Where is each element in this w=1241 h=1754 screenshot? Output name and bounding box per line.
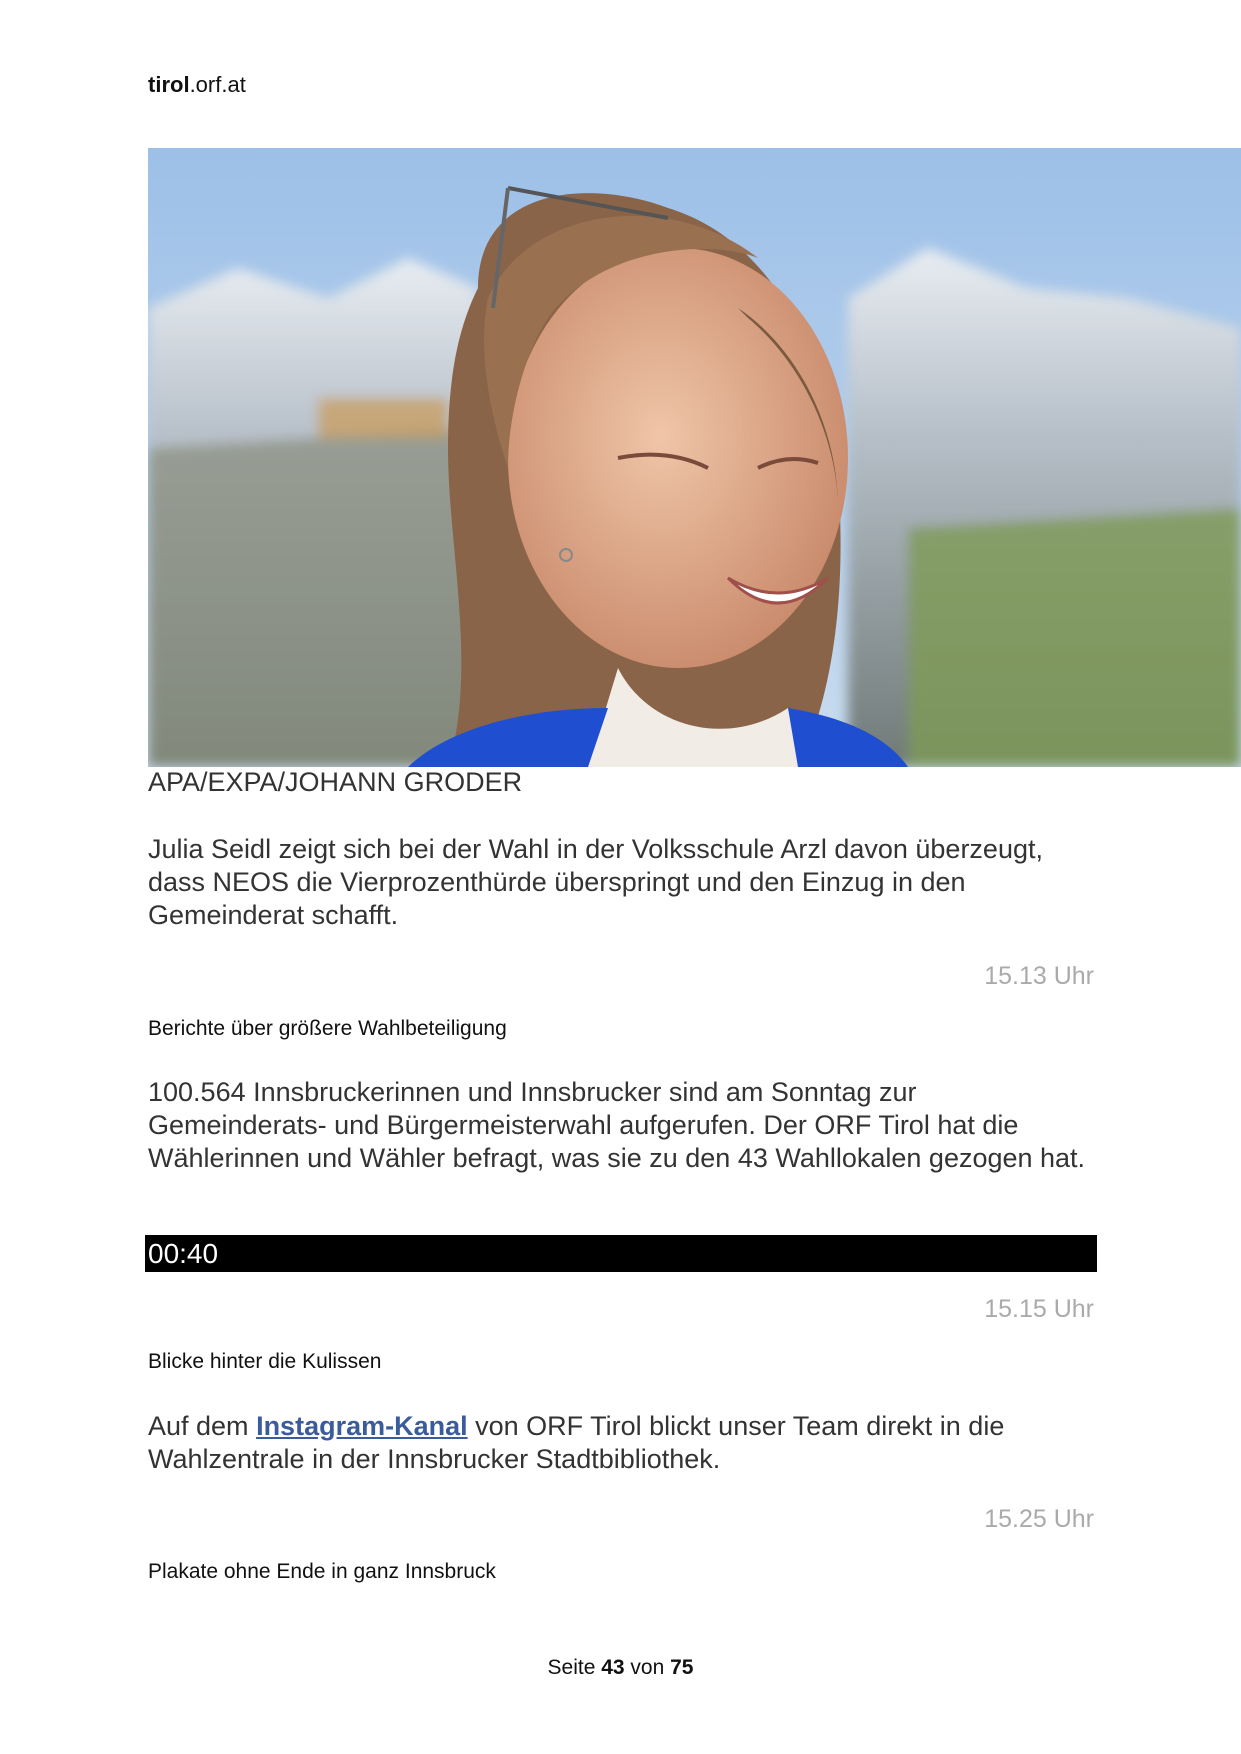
- entry-paragraph: 100.564 Innsbruckerinnen und Innsbrucker sind am Sonntag zur Gemeinderats- und Bürgermeisterwahl aufgerufen. Der ORF Tirol hat die Wählerinnen und Wähler befragt, was sie zu den 43 Wahllokalen gezogen hat.: [148, 1077, 1086, 1173]
- page-middle: von: [624, 1656, 671, 1679]
- video-duration: 00:40: [148, 1238, 219, 1269]
- site-name-rest: .orf.at: [189, 72, 246, 97]
- entry-heading: Plakate ohne Ende in ganz Innsbruck: [148, 1560, 496, 1583]
- paragraph-text: von ORF Tirol blickt unser Team direkt in die Wahlzentrale in der Innsbrucker Stadtbibliothek.: [148, 1411, 1005, 1474]
- timestamp: 15.13 Uhr: [984, 962, 1094, 990]
- timestamp: 15.25 Uhr: [984, 1505, 1094, 1533]
- photo-credit: APA/EXPA/JOHANN GRODER: [148, 767, 523, 797]
- site-name-bold: tirol: [148, 72, 190, 97]
- page-prefix: Seite: [547, 1656, 602, 1679]
- entry-heading: Berichte über größere Wahlbeteiligung: [148, 1017, 507, 1040]
- page-number: [0, 1656, 1241, 1680]
- total-pages: 75: [670, 1656, 694, 1679]
- article-paragraph: Julia Seidl zeigt sich bei der Wahl in der Volksschule Arzl davon überzeugt, dass NEOS die Vierprozenthürde überspringt und den Einzug in den Gemeinderat schafft.: [148, 834, 1043, 930]
- site-name: [148, 72, 246, 98]
- article-photo: [148, 148, 1241, 767]
- paragraph-text: Auf dem: [148, 1411, 257, 1441]
- timestamp: 15.15 Uhr: [984, 1295, 1094, 1323]
- instagram-link[interactable]: Instagram-Kanal: [256, 1411, 468, 1441]
- video-player[interactable]: [145, 1235, 1097, 1272]
- current-page: 43: [601, 1656, 625, 1679]
- entry-paragraph: [148, 1410, 1098, 1476]
- entry-heading: Blicke hinter die Kulissen: [148, 1350, 382, 1373]
